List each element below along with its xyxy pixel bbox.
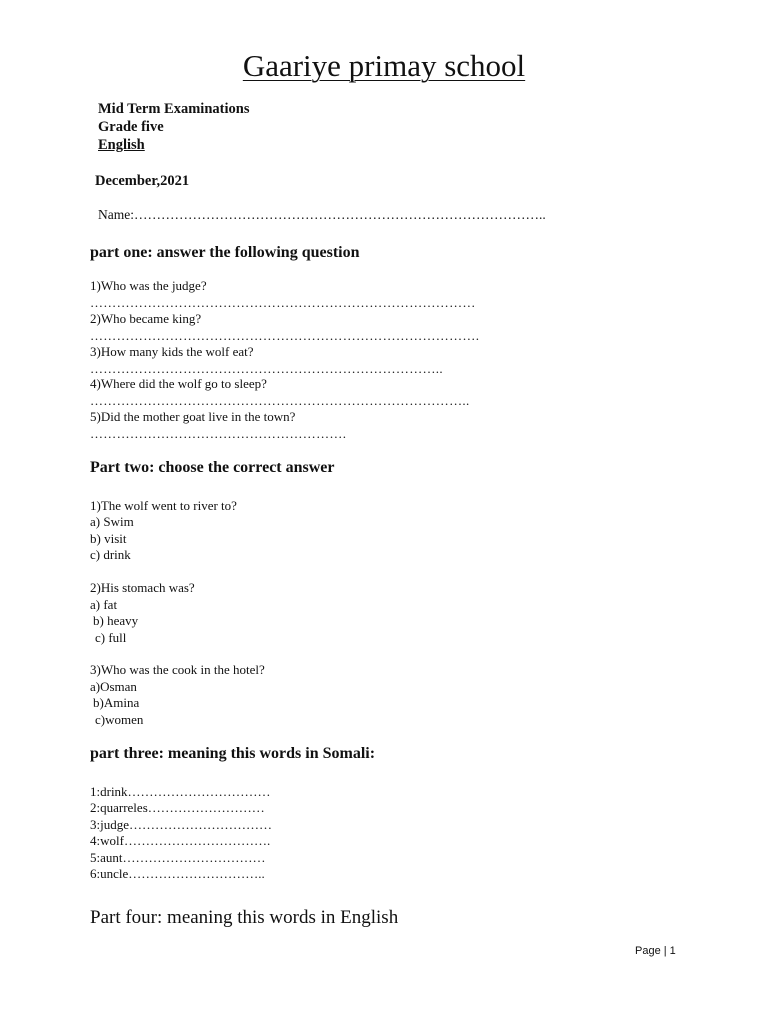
- mc-option: a) fat: [90, 597, 118, 612]
- name-field: Name:………………………………………………………………………………..: [98, 207, 546, 222]
- part-one-question: 4)Where did the wolf go to sleep?: [90, 376, 267, 391]
- part-one-question: 3)How many kids the wolf eat?: [90, 344, 254, 359]
- mc-option: a) Swim: [90, 514, 134, 529]
- subject: English: [98, 137, 145, 153]
- answer-line: ……………………………………………………………………..: [90, 361, 443, 376]
- part-three-title: part three: meaning this words in Somali:: [90, 745, 376, 762]
- vocab-item: 5:aunt……………………………: [90, 850, 266, 865]
- vocab-item: 3:judge……………………………: [90, 817, 272, 832]
- answer-line: …………………………………………………………………………..: [90, 393, 470, 408]
- vocab-item: 6:uncle…………………………..: [90, 866, 265, 881]
- vocab-item: 4:wolf…………………………….: [90, 833, 271, 848]
- page-number: Page | 1: [635, 945, 676, 957]
- part-one-question: 5)Did the mother goat live in the town?: [90, 409, 296, 424]
- mc-question: 3)Who was the cook in the hotel?: [90, 662, 265, 677]
- mc-option: a)Osman: [90, 679, 137, 694]
- mc-question: 1)The wolf went to river to?: [90, 498, 237, 513]
- part-two-title: Part two: choose the correct answer: [90, 459, 335, 476]
- part-four-title: Part four: meaning this words in English: [90, 907, 399, 928]
- mc-option: b) heavy: [93, 613, 139, 628]
- part-one-title: part one: answer the following question: [90, 244, 360, 261]
- answer-line: ………………………………………………….: [90, 426, 347, 441]
- mc-option: c) full: [95, 630, 127, 645]
- mc-option: b) visit: [90, 531, 127, 546]
- part-one-question: 1)Who was the judge?: [90, 278, 207, 293]
- school-title: Gaariye primay school: [242, 48, 526, 83]
- exam-date: December,2021: [95, 173, 190, 189]
- mc-question: 2)His stomach was?: [90, 580, 195, 595]
- mc-option: b)Amina: [93, 695, 140, 710]
- vocab-item: 1:drink……………………………: [90, 784, 271, 799]
- vocab-item: 2:quarreles………………………: [90, 800, 265, 815]
- exam-type: Mid Term Examinations: [98, 101, 250, 117]
- part-one-question: 2)Who became king?: [90, 311, 202, 326]
- mc-option: c)women: [95, 712, 144, 727]
- answer-line: ……………………………………………………………………………: [90, 295, 476, 310]
- grade-level: Grade five: [98, 119, 164, 135]
- answer-line: …………………………………………………………………………….: [90, 328, 480, 343]
- mc-option: c) drink: [90, 547, 131, 562]
